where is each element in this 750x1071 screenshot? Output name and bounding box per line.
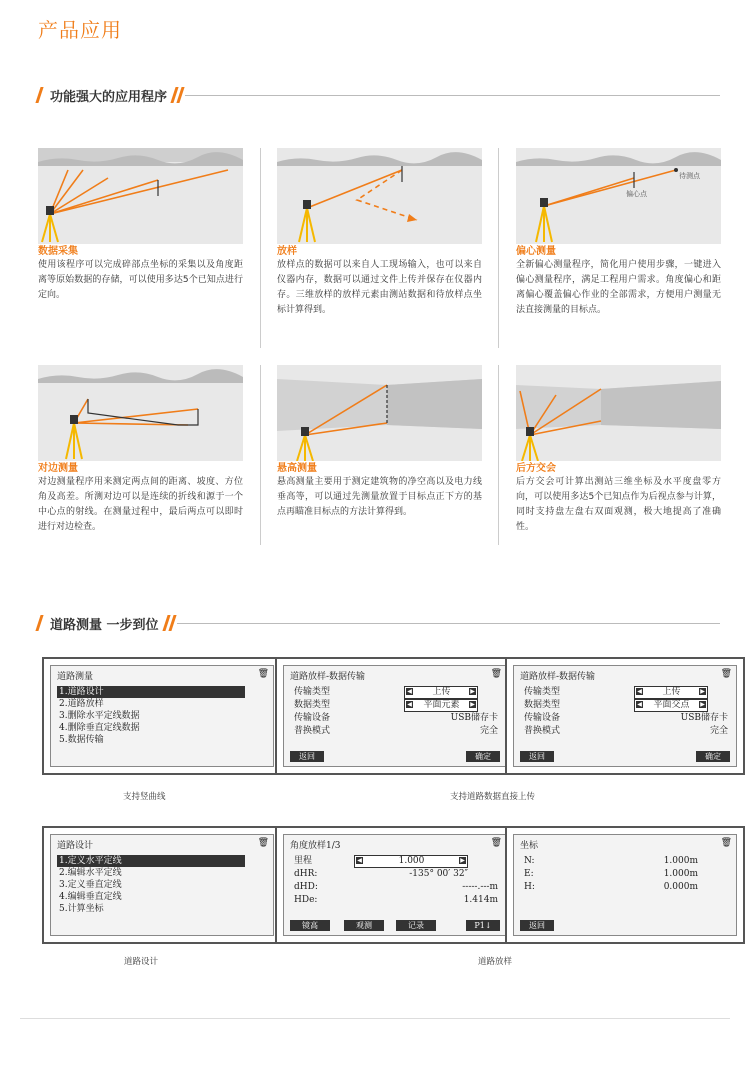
card-text: 使用该程序可以完成碎部点坐标的采集以及角度距离等原始数据的存储，可以使用多达5个已知点进行定向。 bbox=[38, 260, 243, 300]
screen-title: 道路放样-数据传输 bbox=[520, 672, 596, 682]
screen-title: 道路测量 bbox=[57, 672, 94, 682]
card-offset-measurement bbox=[516, 148, 721, 318]
arrow-left-icon[interactable]: ◀ bbox=[407, 701, 412, 708]
card-text: 放样点的数据可以来自人工现场输入，也可以来自仪器内存，数据可以通过文件上传并保存在仪器内存。三维放样的放样元素由测站数据和待放样点坐标计算得到。 bbox=[277, 260, 482, 315]
data-type-select[interactable]: ◀ 平面交点 ▶ bbox=[634, 699, 708, 712]
trash-icon: 🗑 bbox=[720, 669, 732, 679]
field-label: 传输类型 bbox=[294, 687, 331, 697]
trash-icon: 🗑 bbox=[490, 669, 502, 679]
menu-item-road-stakeout[interactable]: 2.道路放样 bbox=[59, 699, 104, 709]
transfer-type-select[interactable]: ◀ 上传 ▶ bbox=[404, 686, 478, 699]
field-value: -135° 00′ 32″ bbox=[409, 869, 468, 879]
card-title: 对边测量 bbox=[38, 463, 78, 474]
screen-road-survey-menu bbox=[42, 657, 282, 775]
menu-item-delete-vertical[interactable]: 4.删除垂直定线数据 bbox=[59, 723, 140, 733]
field-value: USB储存卡 bbox=[450, 713, 498, 723]
chainage-input[interactable]: ◀ 1.000 ▶ bbox=[354, 855, 468, 868]
back-button[interactable]: 返回 bbox=[520, 751, 554, 762]
missing-line-illustration bbox=[38, 365, 243, 461]
card-title: 悬高测量 bbox=[277, 463, 317, 474]
prism-height-button[interactable]: 镜高 bbox=[290, 920, 330, 931]
field-label: 传输设备 bbox=[524, 713, 561, 723]
screen-title: 坐标 bbox=[520, 841, 539, 851]
arrow-left-icon[interactable]: ◀ bbox=[407, 688, 412, 695]
card-title: 数据采集 bbox=[38, 246, 78, 257]
field-value: 完全 bbox=[709, 726, 728, 736]
divider bbox=[177, 623, 720, 624]
trash-icon: 🗑 bbox=[720, 838, 732, 848]
caption: 支持道路数据直接上传 bbox=[450, 792, 536, 802]
menu-item-define-vertical[interactable]: 3.定义垂直定线 bbox=[59, 880, 122, 890]
field-value: -----.---m bbox=[462, 882, 498, 892]
menu-item-calc-coords[interactable]: 5.计算坐标 bbox=[59, 904, 104, 914]
section-header-road bbox=[38, 612, 720, 634]
field-label: 数据类型 bbox=[524, 700, 561, 710]
menu-item-edit-horizontal[interactable]: 2.编辑水平定线 bbox=[59, 868, 122, 878]
caption: 道路设计 bbox=[124, 957, 159, 967]
card-stakeout bbox=[277, 148, 482, 318]
menu-item-delete-horizontal[interactable]: 3.删除水平定线数据 bbox=[59, 711, 140, 721]
section-title: 道路测量 一步到位 bbox=[50, 617, 159, 633]
arrow-left-icon[interactable]: ◀ bbox=[637, 688, 642, 695]
field-label: 里程 bbox=[294, 856, 313, 866]
arrow-right-icon[interactable]: ▶ bbox=[470, 701, 475, 708]
field-label: dHD: bbox=[294, 882, 318, 892]
field-label: N: bbox=[524, 856, 535, 866]
field-label: HDe: bbox=[294, 895, 318, 905]
measure-button[interactable]: 观测 bbox=[344, 920, 384, 931]
arrow-right-icon[interactable]: ▶ bbox=[700, 688, 705, 695]
caption: 道路放样 bbox=[478, 957, 513, 967]
offset-point-label: 偏心点 bbox=[626, 190, 647, 198]
field-label: 普换模式 bbox=[524, 726, 561, 736]
field-label: 数据类型 bbox=[294, 700, 331, 710]
menu-item-road-design[interactable]: 1.道路设计 bbox=[57, 686, 245, 698]
menu-item-edit-vertical[interactable]: 4.编辑垂直定线 bbox=[59, 892, 122, 902]
field-value: 1.000m bbox=[663, 869, 698, 879]
stakeout-illustration bbox=[277, 148, 482, 244]
footer-divider bbox=[20, 1018, 730, 1019]
arrow-right-icon[interactable]: ▶ bbox=[700, 701, 705, 708]
menu-item-define-horizontal[interactable]: 1.定义水平定线 bbox=[57, 855, 245, 867]
divider bbox=[185, 95, 720, 96]
arrow-right-icon[interactable]: ▶ bbox=[460, 857, 465, 864]
column-divider bbox=[498, 365, 499, 545]
section-header-apps bbox=[38, 84, 720, 106]
screen-angle-stakeout bbox=[275, 826, 515, 944]
field-label: H: bbox=[524, 882, 535, 892]
card-text: 全新偏心测量程序，简化用户使用步骤，一键进入偏心测量程序，满足工程用户需求。角度偏心和距离偏心覆盖偏心作业的全部需求，方便用户测量无法直接测量的目标点。 bbox=[516, 260, 721, 315]
arrow-left-icon[interactable]: ◀ bbox=[637, 701, 642, 708]
arrow-left-icon[interactable]: ◀ bbox=[357, 857, 362, 864]
field-value: 0.000m bbox=[663, 882, 698, 892]
section-title: 功能强大的应用程序 bbox=[50, 89, 168, 105]
confirm-button[interactable]: 确定 bbox=[466, 751, 500, 762]
field-value: 完全 bbox=[479, 726, 498, 736]
field-label: E: bbox=[524, 869, 534, 879]
card-data-collection bbox=[38, 148, 243, 303]
card-missing-line bbox=[38, 365, 243, 535]
data-collection-illustration bbox=[38, 148, 243, 244]
screen-road-design-menu bbox=[42, 826, 282, 944]
back-button[interactable]: 返回 bbox=[520, 920, 554, 931]
screen-coordinates bbox=[505, 826, 745, 944]
column-divider bbox=[260, 365, 261, 545]
stripe-icon bbox=[35, 87, 43, 103]
screen-title: 道路设计 bbox=[57, 841, 94, 851]
offset-illustration bbox=[516, 148, 721, 244]
page-title: 产品应用 bbox=[38, 18, 122, 42]
screen-title: 道路放样-数据传输 bbox=[290, 672, 366, 682]
field-value: USB储存卡 bbox=[680, 713, 728, 723]
column-divider bbox=[260, 148, 261, 348]
field-label: 传输类型 bbox=[524, 687, 561, 697]
card-remote-height bbox=[277, 365, 482, 520]
screen-data-transfer-2 bbox=[505, 657, 745, 775]
confirm-button[interactable]: 确定 bbox=[696, 751, 730, 762]
page-button[interactable]: P1↓ bbox=[466, 920, 500, 931]
caption: 支持竖曲线 bbox=[123, 792, 166, 802]
arrow-right-icon[interactable]: ▶ bbox=[470, 688, 475, 695]
card-text: 对边测量程序用来测定两点间的距离、坡度、方位角及高差。所测对边可以是连续的折线和源于一个中心点的射线。在测量过程中，最后两点可以即时进行对边检查。 bbox=[38, 477, 243, 532]
column-divider bbox=[498, 148, 499, 348]
data-type-select[interactable]: ◀ 平面元素 ▶ bbox=[404, 699, 478, 712]
transfer-type-select[interactable]: ◀ 上传 ▶ bbox=[634, 686, 708, 699]
card-title: 后方交会 bbox=[516, 463, 556, 474]
stripe-icon bbox=[35, 615, 43, 631]
card-resection bbox=[516, 365, 721, 535]
trash-icon: 🗑 bbox=[257, 838, 269, 848]
card-text: 后方交会可计算出测站三维坐标及水平度盘零方向，可以使用多达5个已知点作为后视点参与计算，同时支持盘左盘右双面观测，极大地提高了准确性。 bbox=[516, 477, 721, 532]
target-point-label: 待测点 bbox=[679, 172, 700, 180]
back-button[interactable]: 返回 bbox=[290, 751, 324, 762]
record-button[interactable]: 记录 bbox=[396, 920, 436, 931]
card-title: 偏心测量 bbox=[516, 246, 556, 257]
field-label: 普换模式 bbox=[294, 726, 331, 736]
remote-height-illustration bbox=[277, 365, 482, 461]
field-value: 1.414m bbox=[463, 895, 498, 905]
field-label: 传输设备 bbox=[294, 713, 331, 723]
screen-data-transfer-1 bbox=[275, 657, 515, 775]
trash-icon: 🗑 bbox=[490, 838, 502, 848]
trash-icon: 🗑 bbox=[257, 669, 269, 679]
field-label: dHR: bbox=[294, 869, 318, 879]
menu-item-data-transfer[interactable]: 5.数据传输 bbox=[59, 735, 104, 745]
field-value: 1.000m bbox=[663, 856, 698, 866]
resection-illustration bbox=[516, 365, 721, 461]
screen-title: 角度放样1/3 bbox=[290, 841, 341, 851]
card-text: 悬高测量主要用于测定建筑物的净空高以及电力线垂高等，可以通过先测量放置于目标点正下方的基点再瞄准目标点的方法计算得到。 bbox=[277, 477, 482, 517]
card-title: 放样 bbox=[277, 246, 297, 257]
